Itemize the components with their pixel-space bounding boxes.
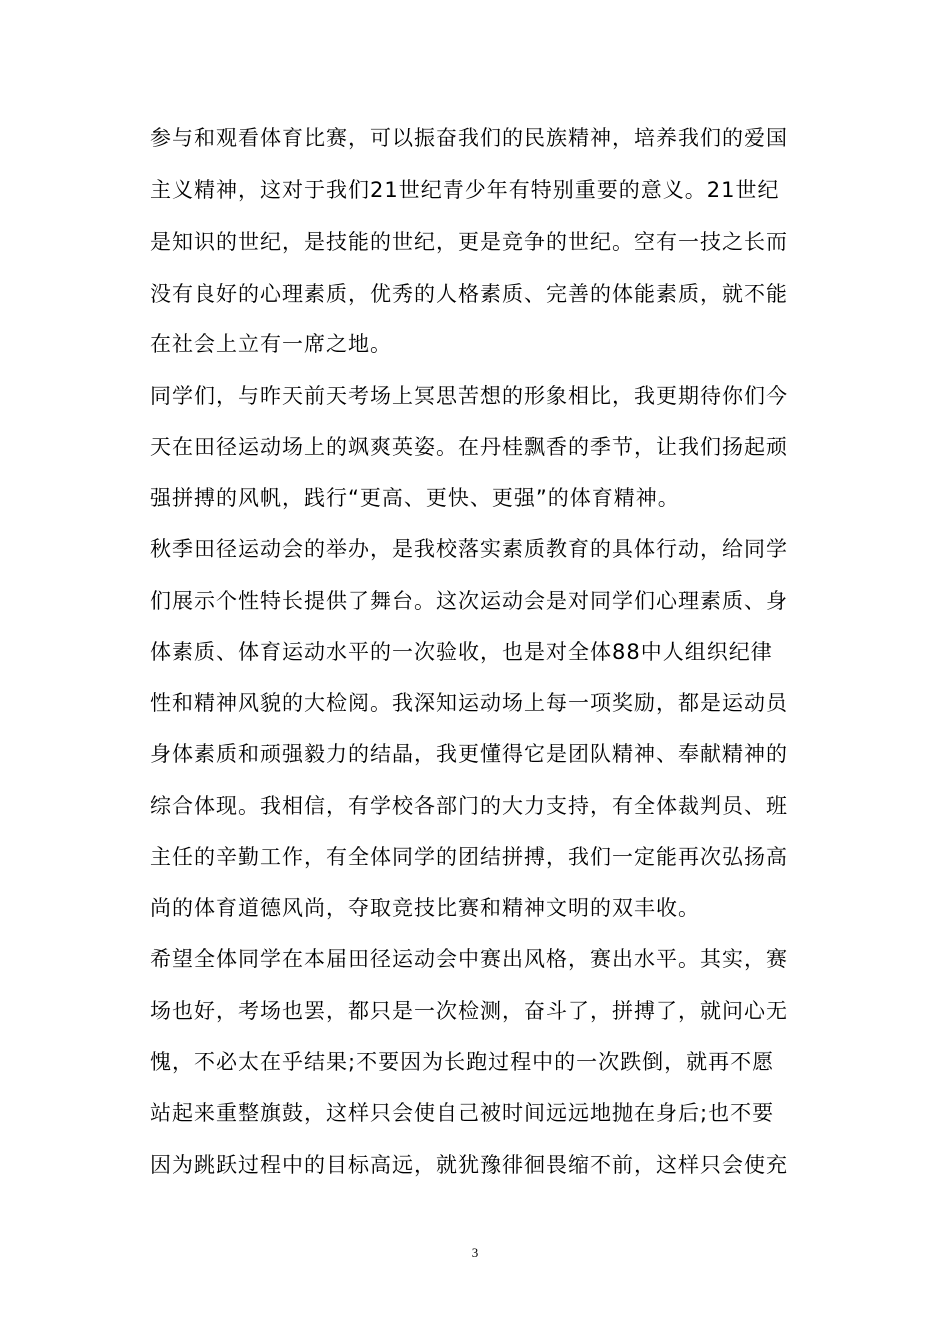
page-number: 3 — [471, 1245, 479, 1260]
text-line: 是知识的世纪，是技能的世纪，更是竞争的世纪。空有一技之长而 — [150, 230, 788, 254]
text-line: 天在田径运动场上的飒爽英姿。在丹桂飘香的季节，让我们扬起顽 — [150, 435, 788, 459]
text-line: 性和精神风貌的大检阅。我深知运动场上每一项奖励，都是运动员 — [150, 691, 788, 715]
text-line: 同学们，与昨天前天考场上冥思苦想的形象相比，我更期待你们今 — [150, 384, 788, 408]
text-line: 尚的体育道德风尚，夺取竞技比赛和精神文明的双丰收。 — [150, 896, 700, 920]
text-line: 站起来重整旗鼓，这样只会使自己被时间远远地抛在身后;也不要 — [150, 1101, 775, 1125]
text-line: 因为跳跃过程中的目标高远，就犹豫徘徊畏缩不前，这样只会使充 — [150, 1153, 788, 1177]
text-line: 主任的辛勤工作，有全体同学的团结拼搏，我们一定能再次弘扬高 — [150, 845, 788, 869]
text-line: 没有良好的心理素质，优秀的人格素质、完善的体能素质，就不能 — [150, 282, 788, 306]
text-line: 强拼搏的风帆，践行“更高、更快、更强”的体育精神。 — [150, 486, 680, 510]
text-line: 们展示个性特长提供了舞台。这次运动会是对同学们心理素质、身 — [150, 589, 788, 613]
text-line: 体素质、体育运动水平的一次验收，也是对全体88中人组织纪律 — [150, 640, 773, 664]
text-line: 秋季田径运动会的举办，是我校落实素质教育的具体行动，给同学 — [150, 537, 788, 561]
text-line: 希望全体同学在本届田径运动会中赛出风格，赛出水平。其实，赛 — [150, 947, 788, 971]
text-line: 场也好，考场也罢，都只是一次检测，奋斗了，拼搏了，就问心无 — [150, 999, 788, 1023]
text-line: 身体素质和顽强毅力的结晶，我更懂得它是团队精神、奉献精神的 — [150, 742, 788, 766]
text-line: 主义精神，这对于我们21世纪青少年有特别重要的意义。21世纪 — [150, 178, 780, 202]
text-line: 愧，不必太在乎结果;不要因为长跑过程中的一次跌倒，就再不愿 — [150, 1050, 775, 1074]
text-line: 参与和观看体育比赛，可以振奋我们的民族精神，培养我们的爱国 — [150, 126, 788, 150]
text-line: 在社会上立有一席之地。 — [150, 332, 392, 356]
text-line: 综合体现。我相信，有学校各部门的大力支持，有全体裁判员、班 — [150, 794, 788, 818]
